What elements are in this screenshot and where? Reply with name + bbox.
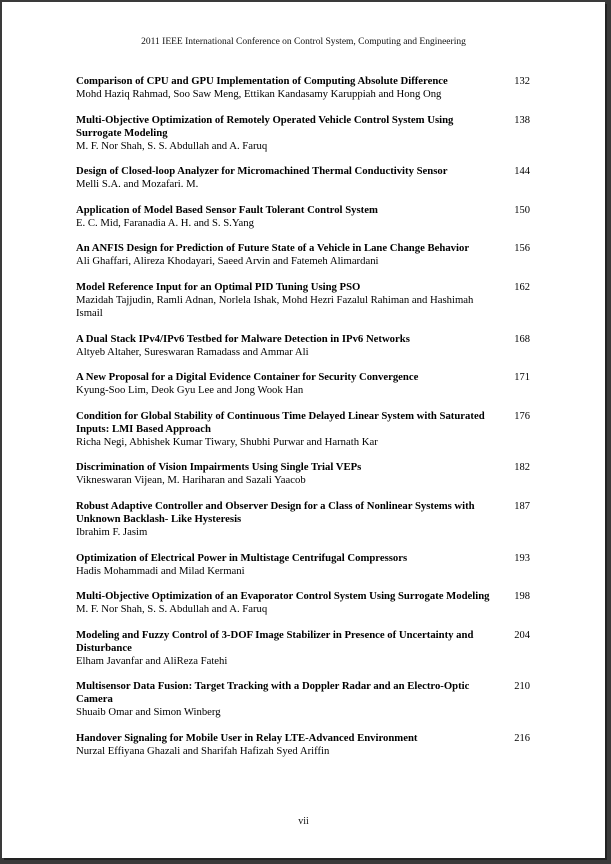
toc-entry xyxy=(76,500,536,539)
toc-entry xyxy=(76,204,536,230)
table-of-contents xyxy=(76,75,536,771)
paper-authors: Nurzal Effiyana Ghazali and Sharifah Hafizah Syed Ariffin xyxy=(76,744,330,757)
toc-entry xyxy=(76,75,536,101)
page-number: 156 xyxy=(514,243,530,255)
toc-entry xyxy=(76,281,536,320)
paper-authors: Hadis Mohammadi and Milad Kermani xyxy=(76,564,245,577)
paper-authors: Kyung-Soo Lim, Deok Gyu Lee and Jong Wook Han xyxy=(76,384,304,397)
paper-title: Discrimination of Vision Impairments Using Single Trial VEPs xyxy=(76,461,362,474)
paper-authors: Shuaib Omar and Simon Winberg xyxy=(76,706,221,719)
page-number: 182 xyxy=(514,462,530,474)
running-header: 2011 IEEE International Conference on Control System, Computing and Engineering xyxy=(141,37,466,47)
page-number: 187 xyxy=(514,500,530,512)
page-number: 162 xyxy=(514,281,530,293)
page-number: 168 xyxy=(514,333,530,345)
toc-entry xyxy=(76,114,536,153)
paper-title: Optimization of Electrical Power in Multistage Centrifugal Compressors xyxy=(76,551,408,564)
paper-title: Application of Model Based Sensor Fault Tolerant Control System xyxy=(76,203,378,216)
paper-authors: Ibrahim F. Jasim xyxy=(76,525,148,538)
page-number: 138 xyxy=(514,114,530,126)
page-number: 210 xyxy=(514,681,530,693)
page-number: 198 xyxy=(514,591,530,603)
page-footer-number: vii xyxy=(298,816,309,827)
paper-authors: Ali Ghaffari, Alireza Khodayari, Saeed Arvin and Fatemeh Alimardani xyxy=(76,255,379,268)
paper-authors: Altyeb Altaher, Sureswaran Ramadass and Ammar Ali xyxy=(76,345,309,358)
paper-authors: Melli S.A. and Mozafari. M. xyxy=(76,178,199,191)
page-number: 171 xyxy=(514,372,530,384)
toc-entry xyxy=(76,629,536,668)
paper-title: Multi-Objective Optimization of Remotely Operated Vehicle Control System Using Surrogate Modeling xyxy=(76,113,454,139)
page-number: 204 xyxy=(514,629,530,641)
paper-title: An ANFIS Design for Prediction of Future State of a Vehicle in Lane Change Behavior xyxy=(76,242,470,255)
toc-entry xyxy=(76,590,536,616)
paper-title: Multisensor Data Fusion: Target Tracking with a Doppler Radar and an Electro-Optic Camera xyxy=(76,680,470,706)
toc-entry xyxy=(76,552,536,578)
page-number: 132 xyxy=(514,76,530,87)
page-number: 176 xyxy=(514,410,530,422)
document-page xyxy=(2,2,605,858)
paper-authors: Elham Javanfar and AliReza Fatehi xyxy=(76,654,228,667)
paper-title: Condition for Global Stability of Continuous Time Delayed Linear System with Saturated Inputs: LMI Based Approach xyxy=(76,409,485,435)
toc-entry xyxy=(76,165,536,191)
toc-entry xyxy=(76,732,536,758)
toc-entry xyxy=(76,461,536,487)
paper-authors: M. F. Nor Shah, S. S. Abdullah and A. Faruq xyxy=(76,139,268,152)
paper-title: Model Reference Input for an Optimal PID Tuning Using PSO xyxy=(76,280,361,293)
page-number: 193 xyxy=(514,552,530,564)
toc-entry xyxy=(76,371,536,397)
paper-authors: Richa Negi, Abhishek Kumar Tiwary, Shubhi Purwar and Harnath Kar xyxy=(76,435,378,448)
paper-title: Modeling and Fuzzy Control of 3-DOF Image Stabilizer in Presence of Uncertainty and Disturbance xyxy=(76,628,474,654)
toc-entry xyxy=(76,242,536,268)
paper-title: Design of Closed-loop Analyzer for Micromachined Thermal Conductivity Sensor xyxy=(76,165,448,178)
paper-authors: E. C. Mid, Faranadia A. H. and S. S.Yang xyxy=(76,216,254,229)
paper-authors: Vikneswaran Vijean, M. Hariharan and Sazali Yaacob xyxy=(76,474,306,487)
paper-title: Handover Signaling for Mobile User in Relay LTE-Advanced Environment xyxy=(76,731,418,744)
paper-authors: M. F. Nor Shah, S. S. Abdullah and A. Faruq xyxy=(76,603,268,616)
page-number: 150 xyxy=(514,204,530,216)
paper-authors: Mohd Haziq Rahmad, Soo Saw Meng, Ettikan Kandasamy Karuppiah and Hong Ong xyxy=(76,88,442,100)
paper-title: Robust Adaptive Controller and Observer Design for a Class of Nonlinear Systems with Unknown Backlash- Like Hysteresis xyxy=(76,499,475,525)
toc-entry xyxy=(76,410,536,449)
paper-title: A Dual Stack IPv4/IPv6 Testbed for Malware Detection in IPv6 Networks xyxy=(76,332,410,345)
paper-title: Comparison of CPU and GPU Implementation of Computing Absolute Difference xyxy=(76,75,448,87)
paper-title: A New Proposal for a Digital Evidence Container for Security Convergence xyxy=(76,371,419,384)
paper-authors: Mazidah Tajjudin, Ramli Adnan, Norlela Ishak, Mohd Hezri Fazalul Rahiman and Hashimah Ismail xyxy=(76,293,474,319)
page-number: 216 xyxy=(514,732,530,744)
toc-entry xyxy=(76,333,536,359)
page-number: 144 xyxy=(514,166,530,178)
toc-entry xyxy=(76,680,536,719)
paper-title: Multi-Objective Optimization of an Evaporator Control System Using Surrogate Modeling xyxy=(76,590,490,603)
